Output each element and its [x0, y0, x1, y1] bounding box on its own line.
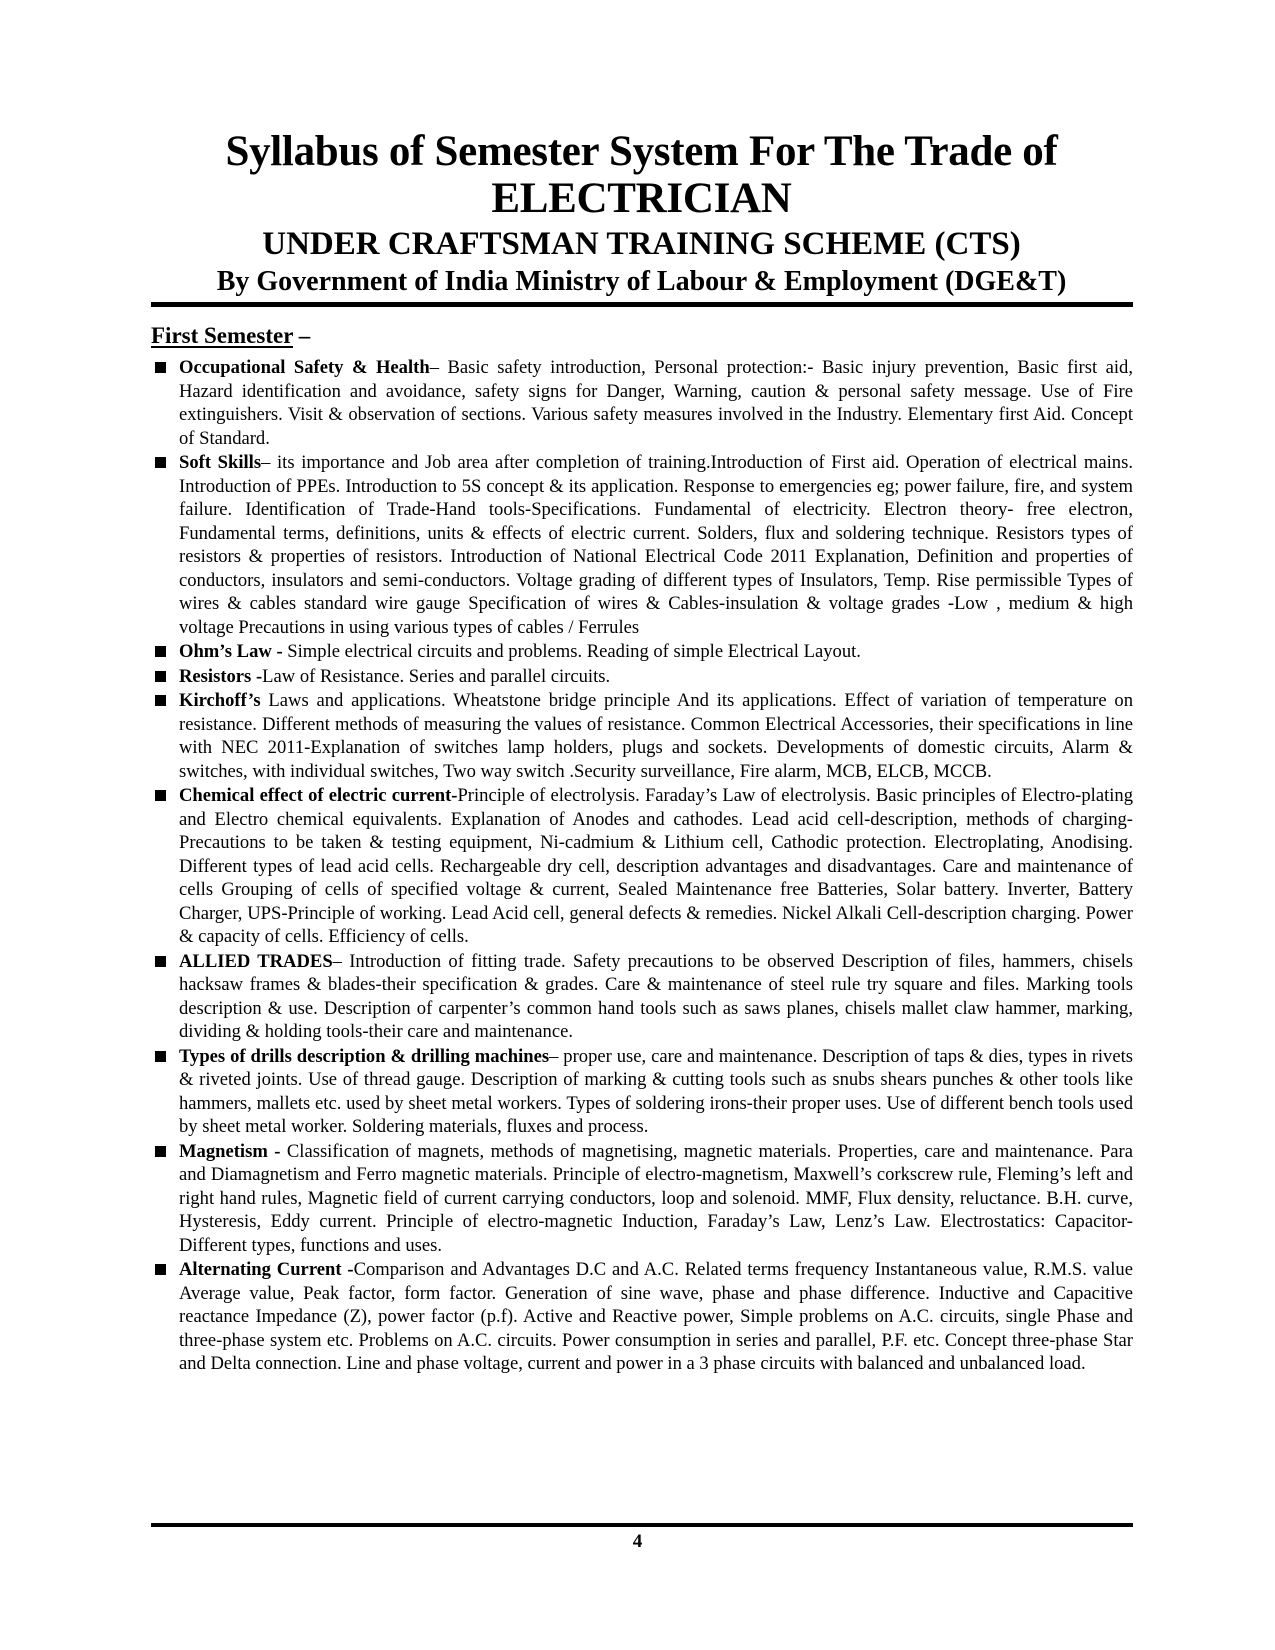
topic-name: Soft Skills: [179, 452, 262, 473]
square-bullet-icon: [155, 646, 166, 657]
square-bullet-icon: [155, 790, 166, 801]
topic-item: [151, 356, 1133, 450]
topic-item: [151, 1045, 1133, 1139]
topic-description: – proper use, care and maintenance. Description of taps & dies, types in rivets & riveted joints. Use of thread gauge. Description of marking & cutting tools such as snubs shears punches & other tools like hammers, mallets etc. used by sheet metal workers. Types of soldering irons-their proper uses. Use of different bench tools used by sheet metal worker. Soldering materials, fluxes and process.: [179, 1045, 1133, 1137]
section-heading: [151, 322, 310, 350]
topic-description: Principle of electrolysis. Faraday’s Law of electrolysis. Basic principles of Electro-plating and Electro chemical equivalents. Explanation of Anodes and cathodes. Lead acid cell-description, methods of charging-Precautions to be taken & testing equipment, Ni-cadmium & Lithium cell, Cathodic protection. Electroplating, Anodising. Different types of lead acid cells. Rechargeable dry cell, description advantages and disadvantages. Care and maintenance of cells Grouping of cells of specified voltage & current, Sealed Maintenance free Batteries, Solar battery. Inverter, Battery Charger, UPS-Principle of working. Lead Acid cell, general defects & remedies. Nickel Alkali Cell-description charging. Power & capacity of cells. Efficiency of cells.: [179, 785, 1133, 947]
topic-description: – Introduction of fitting trade. Safety precautions to be observed Description of files, hammers, chisels hacksaw frames & blades-their specification & grades. Care & maintenance of steel rule try square and files. Marking tools description & use. Description of carpenter’s common hand tools such as saws planes, chisels mallet claw hammer, marking, dividing & holding tools-their care and maintenance.: [179, 950, 1133, 1042]
square-bullet-icon: [155, 1146, 166, 1157]
topic-description: – Basic safety introduction, Personal protection:- Basic injury prevention, Basic first aid, Hazard identification and avoidance, safety signs for Danger, Warning, caution & personal safety message. Use of Fire extinguishers. Visit & observation of sections. Various safety measures involved in the Industry. Elementary first Aid. Concept of Standard.: [179, 357, 1134, 449]
topic-name: ALLIED TRADES: [179, 950, 333, 972]
topic-item: [151, 1258, 1133, 1376]
square-bullet-icon: [155, 362, 166, 373]
section-heading-dash: –: [293, 323, 311, 348]
square-bullet-icon: [155, 671, 166, 682]
document-subtitle: UNDER CRAFTSMAN TRAINING SCHEME (CTS): [262, 226, 1021, 262]
topic-item: [151, 689, 1133, 783]
topic-item: [151, 640, 1133, 664]
document-title-line-2: ELECTRICIAN: [491, 175, 792, 222]
footer-divider: [151, 1523, 1133, 1527]
topic-name: Alternating Current -: [179, 1259, 354, 1280]
square-bullet-icon: [155, 457, 166, 468]
document-title-line-1: Syllabus of Semester System For The Trade of: [225, 128, 1058, 175]
topic-item: [151, 950, 1133, 1044]
topic-item: [151, 784, 1133, 949]
topic-item: [151, 451, 1133, 639]
topic-name: Occupational Safety & Health: [179, 357, 430, 378]
document-byline: By Government of India Ministry of Labour & Employment (DGE&T): [216, 266, 1067, 297]
square-bullet-icon: [155, 695, 166, 706]
topic-name: Magnetism -: [179, 1140, 281, 1162]
square-bullet-icon: [155, 1264, 166, 1275]
section-heading-text: First Semester: [151, 323, 293, 348]
topic-item: [151, 665, 1133, 689]
topic-description: – its importance and Job area after completion of training.Introduction of First aid. Operation of electrical mains. Introduction of PPEs. Introduction to 5S concept & its application. Response to emergencies eg; power failure, fire, and system failure. Identification of Trade-Hand tools-Specifications. Fundamental of electricity. Electron theory- free electron, Fundamental terms, definitions, units & effects of electric current. Solders, flux and soldering technique. Resistors types of resistors & properties of resistors. Introduction of National Electrical Code 2011 Explanation, Definition and properties of conductors, insulators and semi-conductors. Voltage grading of different types of Insulators, Temp. Rise permissible Types of wires & cables standard wire gauge Specification of wires & Cables-insulation & voltage grades -Low , medium & high voltage Precautions in using various types of cables / Ferrules: [179, 452, 1133, 638]
topic-description: Simple electrical circuits and problems. Reading of simple Electrical Layout.: [282, 641, 861, 662]
square-bullet-icon: [155, 1051, 166, 1062]
topic-item: [151, 1140, 1133, 1258]
topic-name: Kirchoff’s: [179, 690, 261, 711]
topic-list: [151, 356, 1133, 1377]
page-number: 4: [632, 1531, 643, 1552]
topic-name: Chemical effect of electric current-: [179, 785, 458, 806]
document-header: [150, 128, 1133, 300]
topic-description: Classification of magnets, methods of magnetising, magnetic materials. Properties, care and maintenance. Para and Diamagnetism and Ferro magnetic materials. Principle of electro-magnetism, Maxwell’s corkscrew rule, Fleming’s left and right hand rules, Magnetic field of current carrying conductors, loop and solenoid. MMF, Flux density, reluctance. B.H. curve, Hysteresis, Eddy current. Principle of electro-magnetic Induction, Faraday’s Law, Lenz’s Law. Electrostatics: Capacitor- Different types, functions and uses.: [179, 1140, 1133, 1256]
header-divider: [151, 302, 1133, 307]
topic-name: Ohm’s Law -: [179, 641, 283, 662]
square-bullet-icon: [155, 956, 166, 967]
topic-name: Resistors -: [179, 665, 263, 687]
topic-description: Comparison and Advantages D.C and A.C. Related terms frequency Instantaneous value, R.M.S. value Average value, Peak factor, form factor. Generation of sine wave, phase and phase difference. Inductive and Capacitive reactance Impedance (Z), power factor (p.f). Active and Reactive power, Simple problems on A.C. circuits, single Phase and three-phase system etc. Problems on A.C. circuits. Power consumption in series and parallel, P.F. etc. Concept three-phase Star and Delta connection. Line and phase voltage, current and power in a 3 phase circuits with balanced and unbalanced load.: [179, 1259, 1133, 1374]
topic-description: Law of Resistance. Series and parallel circuits.: [262, 665, 611, 687]
topic-description: Laws and applications. Wheatstone bridge principle And its applications. Effect of variation of temperature on resistance. Different methods of measuring the values of resistance. Common Electrical Accessories, their specifications in line with NEC 2011-Explanation of switches lamp holders, plugs and sockets. Developments of domestic circuits, Alarm & switches, with individual switches, Two way switch .Security surveillance, Fire alarm, MCB, ELCB, MCCB.: [179, 690, 1133, 782]
topic-name: Types of drills description & drilling machines: [179, 1045, 550, 1067]
